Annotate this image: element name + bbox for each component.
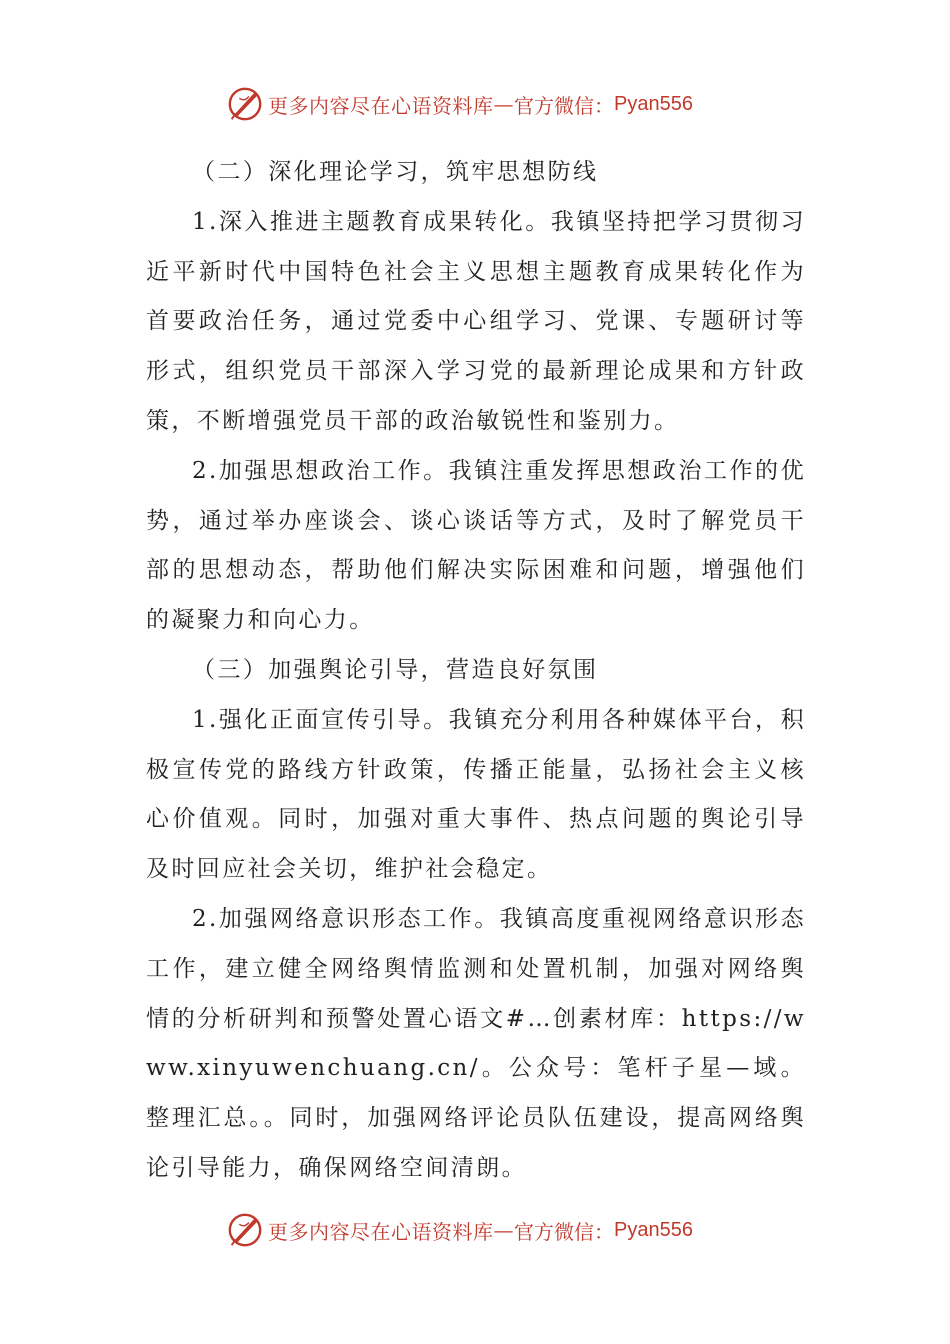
section-2-paragraph-2: 2.加强思想政治工作。我镇注重发挥思想政治工作的优势，通过举办座谈会、谈心谈话等方式，及时了解党员干部的思想动态，帮助他们解决实际困难和问题，增强他们的凝聚力和向心力。	[146, 457, 806, 634]
quill-logo-icon	[226, 1211, 264, 1249]
section-2-paragraph-1: 1.深入推进主题教育成果转化。我镇坚持把学习贯彻习近平新时代中国特色社会主义思想主题教育成果转化作为首要政治任务，通过党委中心组学习、党课、专题研讨等形式，组织党员干部深入学习党的最新理论成果和方针政策，不断增强党员干部的政治敏锐性和鉴别力。	[146, 208, 806, 434]
watermark-wechat-id: Pyan556	[614, 92, 693, 115]
watermark-banner-top	[226, 84, 693, 124]
watermark-label: 官方微信：	[514, 1219, 614, 1244]
section-3-paragraph-2: 2.加强网络意识形态工作。我镇高度重视网络意识形态工作，建立健全网络舆情监测和处置机制，加强对网络舆情的分析研判和预警处置心语文#…创素材库：https://www.xinyuwenchuang.cn/。公众号：笔杆子星—域。整理汇总。。同时，加强网络评论员队伍建设，提高网络舆论引导能力，确保网络空间清朗。	[146, 905, 806, 1181]
watermark-label: 官方微信：	[514, 93, 614, 118]
watermark-site-text: 更多内容尽在心语资料库	[268, 1219, 494, 1244]
watermark-wechat-id: Pyan556	[614, 1218, 693, 1241]
watermark-dash: —	[493, 1218, 514, 1242]
document-body	[146, 148, 806, 1194]
quill-logo-icon	[226, 85, 264, 123]
section-2-heading: （二）深化理论学习，筑牢思想防线	[192, 159, 599, 185]
section-3-heading: （三）加强舆论引导，营造良好氛围	[192, 656, 599, 683]
watermark-banner-bottom	[226, 1210, 693, 1250]
watermark-dash: —	[493, 92, 514, 116]
section-3-paragraph-1: 1.强化正面宣传引导。我镇充分利用各种媒体平台，积极宣传党的路线方针政策，传播正能量，弘扬社会主义核心价值观。同时，加强对重大事件、热点问题的舆论引导及时回应社会关切，维护社会稳定。	[146, 706, 806, 883]
watermark-site-text: 更多内容尽在心语资料库	[268, 93, 494, 118]
